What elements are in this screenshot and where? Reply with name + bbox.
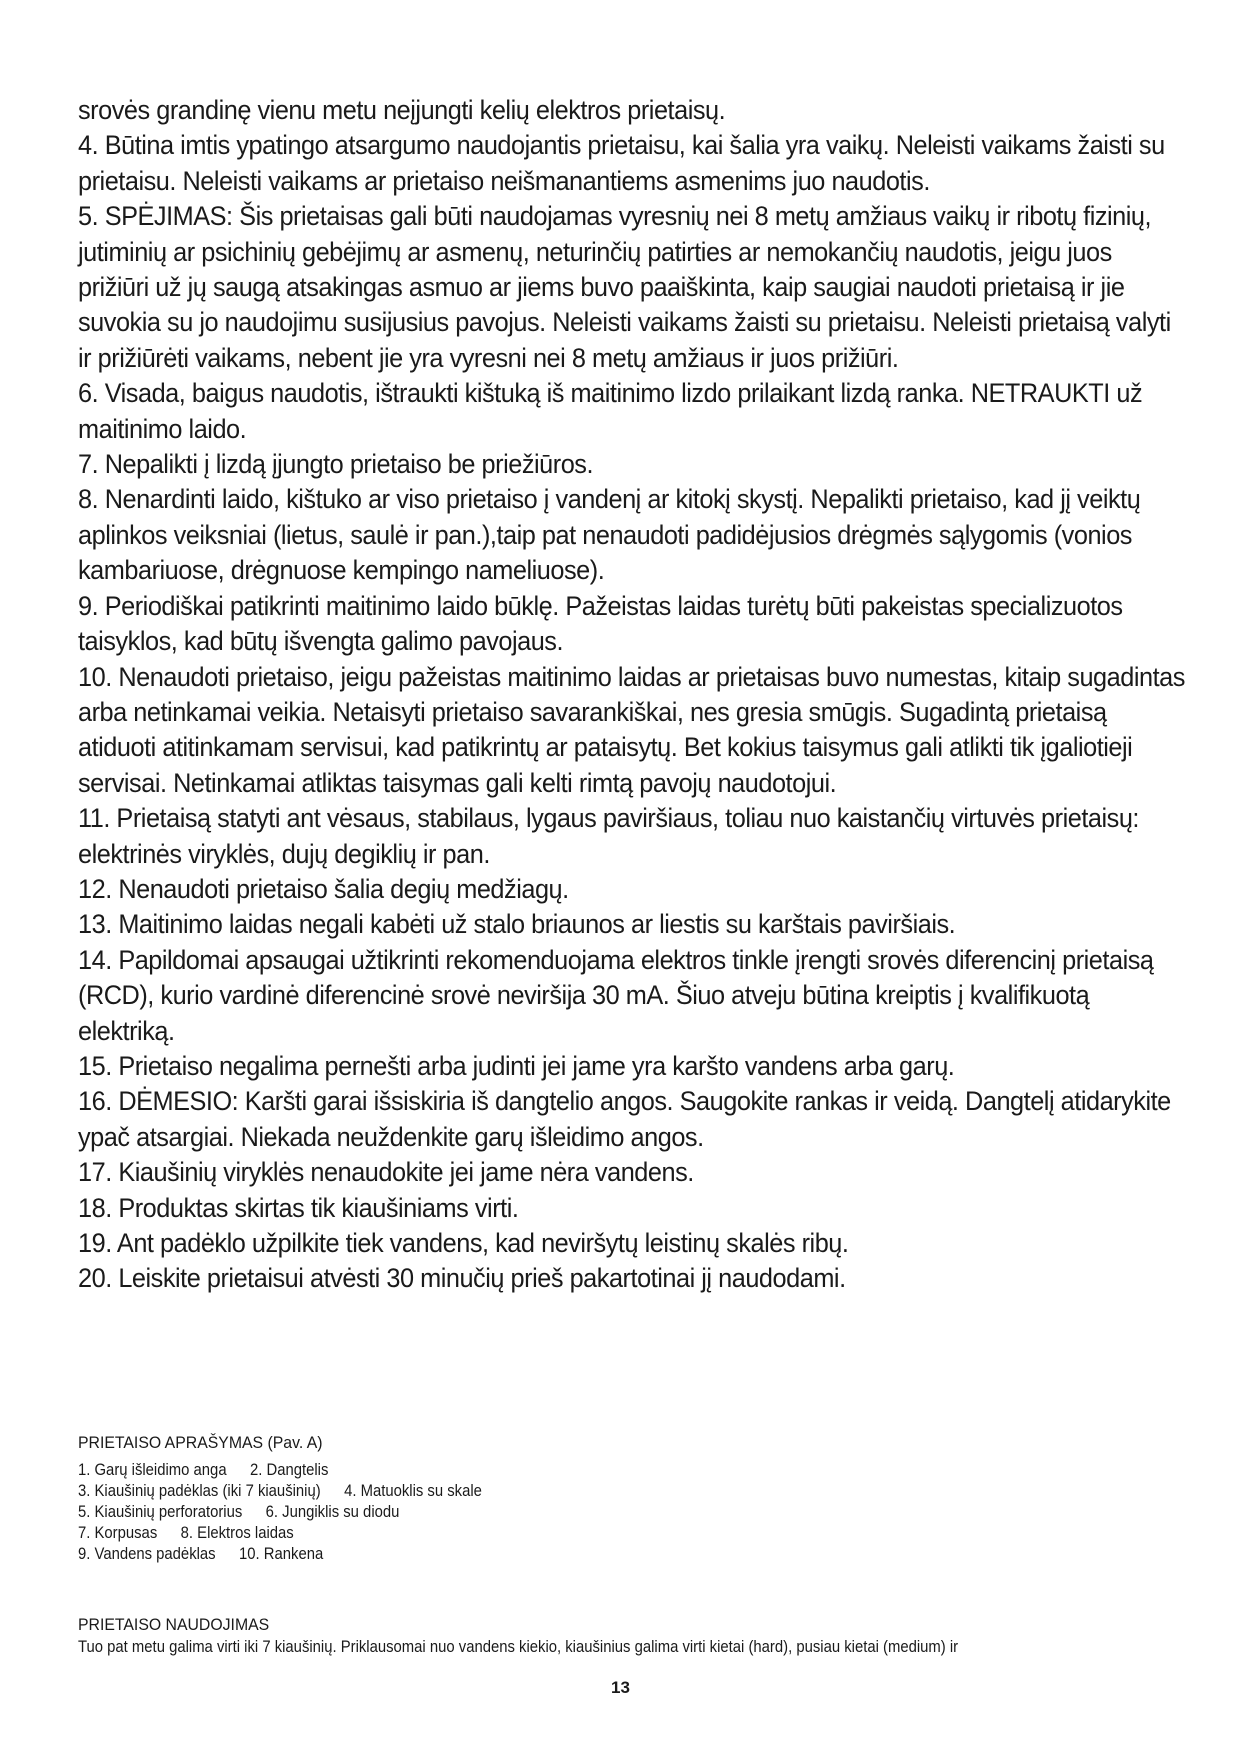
part-5: 5. Kiaušinių perforatorius — [78, 1503, 243, 1521]
page-number: 13 — [611, 1678, 630, 1697]
instruction-15: 15. Prietaiso negalima pernešti arba judinti jei jame yra karšto vandens arba garų. — [78, 1049, 955, 1081]
instruction-11: 11. Prietaisą statyti ant vėsaus, stabilaus, lygaus paviršiaus, toliau nuo kaistančių virtuvės prietaisų: elektrinės viryklės, dujų degiklių ir pan. — [78, 802, 1139, 869]
instruction-continued: srovės grandinę vienu metu neįjungti kelių elektros prietaisų. — [78, 94, 726, 125]
instructions-block — [78, 92, 1188, 1296]
instruction-9: 9. Periodiškai patikrinti maitinimo laido būklę. Pažeistas laidas turėtų būti pakeistas specializuotos taisyklos, kad būtų išvengta galimo pavojaus. — [78, 589, 1123, 657]
part-7: 7. Korpusas — [78, 1524, 158, 1542]
part-10: 10. Rankena — [239, 1545, 324, 1563]
part-6: 6. Jungiklis su diodu — [265, 1503, 400, 1521]
part-2: 2. Dangtelis — [249, 1461, 329, 1479]
part-4: 4. Matuoklis su skale — [344, 1482, 482, 1500]
parts-row — [78, 1523, 1185, 1544]
instructions-list — [78, 92, 1188, 1296]
usage-title: PRIETAISO NAUDOJIMAS — [78, 1615, 270, 1634]
parts-row — [78, 1544, 1185, 1565]
instruction-6: 6. Visada, baigus naudotis, ištraukti kištuką iš maitinimo lizdo prilaikant lizdą ranka. NETRAUKTI už maitinimo laido. — [78, 377, 1143, 444]
parts-list — [78, 1460, 1185, 1565]
instruction-4: 4. Būtina imtis ypatingo atsargumo naudojantis prietaisu, kai šalia yra vaikų. Neleisti vaikams žaisti su prietaisu. Neleisti vaikams ar prietaiso neišmanantiems asmenims juo naudotis. — [78, 129, 1165, 196]
usage-text: Tuo pat metu galima virti iki 7 kiaušinių. Priklausomai nuo vandens kiekio, kiaušinius galima virti kietai (hard), pusiau kietai (medium) ir — [78, 1638, 959, 1656]
instruction-12: 12. Nenaudoti prietaiso šalia degių medžiagų. — [78, 872, 569, 904]
instruction-10: 10. Nenaudoti prietaiso, jeigu pažeistas maitinimo laidas ar prietaisas buvo numestas, kitaip sugadintas arba netinkamai veikia. Netaisyti prietaiso savarankiškai, nes gresia smūgis. Sugadintą prietaisą atiduoti atitinkamam servisui, kad patikrintų ar pataisytų. Bet kokius taisymus gali atlikti tik įgaliotieji servisai. Netinkamai atliktas taisymas gali kelti rimtą pavojų naudotojui. — [78, 660, 1185, 798]
part-1: 1. Garų išleidimo anga — [78, 1461, 227, 1479]
instruction-19: 19. Ant padėklo užpilkite tiek vandens, kad neviršytų leistinų skalės ribų. — [78, 1227, 849, 1258]
parts-row — [78, 1460, 1185, 1481]
instruction-5: 5. SPĖJIMAS: Šis prietaisas gali būti naudojamas vyresnių nei 8 metų amžiaus vaikų ir ribotų fizinių, jutiminių ar psichinių gebėjimų ar asmenų, neturinčių patirties ar nemokančių naudotis, jeigu juos prižiūri už jų saugą atsakingas asmuo ar jiems buvo paaiškinta, kaip saugiai naudoti prietaisą ir jie suvokia su jo naudojimu susijusius pavojus. Neleisti vaikams žaisti su prietaisu. Neleisti prietaisą valyti ir prižiūrėti vaikams, nebent jie yra vyresni nei 8 metų amžiaus ir juos prižiūri. — [78, 200, 1171, 373]
instruction-14: 14. Papildomai apsaugai užtikrinti rekomenduojama elektros tinkle įrengti srovės diferencinį prietaisą (RCD), kurio vardinė diferencinė srovė neviršija 30 mA. Šiuo atveju būtina kreiptis į kvalifikuotą elektriką. — [78, 943, 1154, 1046]
instruction-16: 16. DĖMESIO: Karšti garai išsiskiria iš dangtelio angos. Saugokite rankas ir veidą. Dangtelį atidarykite ypač atsargiai. Niekada neuždenkite garų išleidimo angos. — [78, 1085, 1171, 1152]
part-3: 3. Kiaušinių padėklas (iki 7 kiaušinių) — [78, 1482, 321, 1500]
instruction-17: 17. Kiaušinių viryklės nenaudokite jei jame nėra vandens. — [78, 1156, 694, 1188]
instruction-13: 13. Maitinimo laidas negali kabėti už stalo briaunos ar liestis su karštais paviršiais. — [78, 908, 956, 940]
instruction-18: 18. Produktas skirtas tik kiaušiniams virti. — [78, 1191, 519, 1223]
parts-row — [78, 1502, 1185, 1523]
instruction-20: 20. Leiskite prietaisui atvėsti 30 minučių prieš pakartotinai jį naudodami. — [78, 1262, 846, 1294]
description-section — [78, 1432, 1188, 1565]
description-title: PRIETAISO APRAŠYMAS (Pav. A) — [78, 1433, 323, 1452]
instruction-7: 7. Nepalikti į lizdą įjungto prietaiso be priežiūros. — [78, 448, 594, 480]
part-8: 8. Elektros laidas — [180, 1524, 294, 1542]
usage-section — [78, 1614, 1188, 1658]
part-9: 9. Vandens padėklas — [78, 1545, 216, 1563]
parts-row — [78, 1481, 1185, 1502]
instruction-8: 8. Nenardinti laido, kištuko ar viso prietaiso į vandenį ar kitokį skystį. Nepalikti prietaiso, kad jį veiktų aplinkos veiksniai (lietus, saulė ir pan.),taip pat nenaudoti padidėjusios drėgmės sąlygomis (vonios kambariuose, drėgnuose kempingo nameliuose). — [78, 483, 1141, 586]
